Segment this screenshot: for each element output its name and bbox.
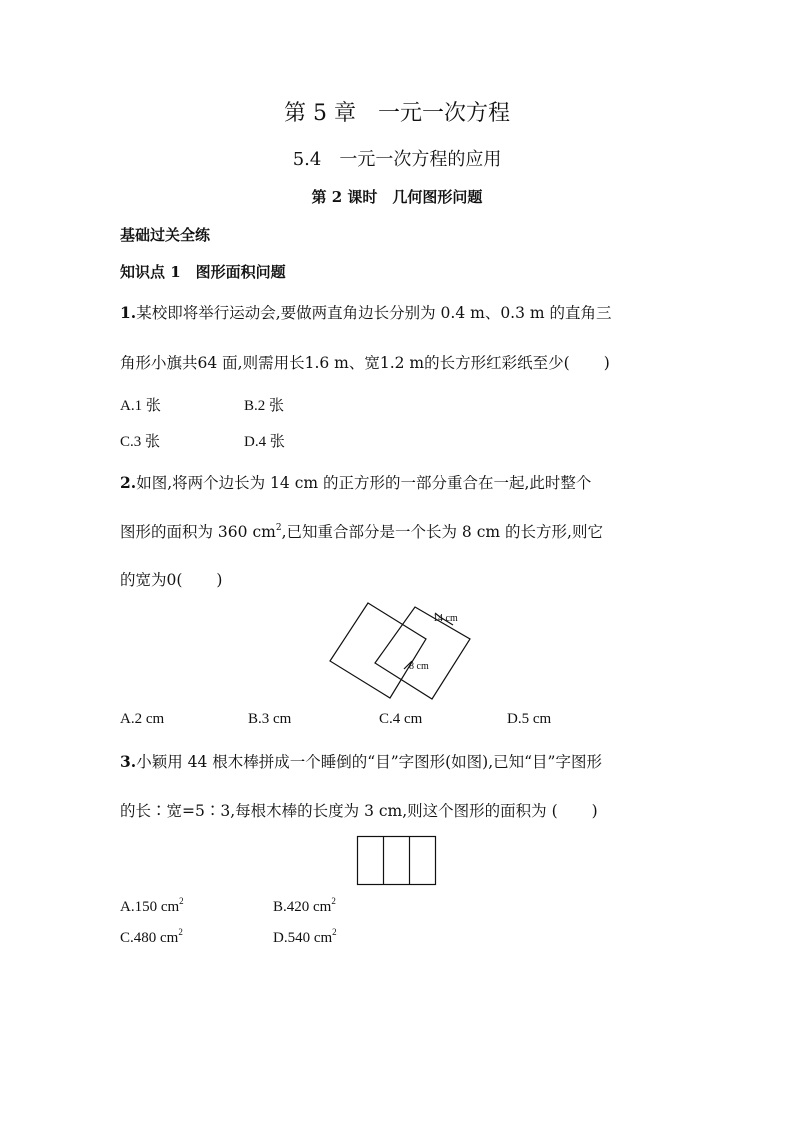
- chapter-title: 第 5 章 一元一次方程: [284, 101, 510, 126]
- q3-number: 3.: [120, 752, 137, 771]
- q1-text-line1: 某校即将举行运动会,要做两直角边长分别为 0.4 m、0.3 m 的直角三: [136, 304, 612, 322]
- q2-text-line1: 如图,将两个边长为 14 cm 的正方形的一部分重合在一起,此时整个: [136, 474, 592, 492]
- q2-superscript: 2: [275, 523, 282, 533]
- q1-option-d: D.4 张: [244, 434, 285, 450]
- q3-line1: [120, 750, 602, 772]
- q3-text-line2: 的长∶宽=5∶3,每根木棒的长度为 3 cm,则这个图形的面积为 (: [120, 802, 558, 820]
- mu-character-figure: [357, 836, 437, 886]
- q2-line3: [120, 568, 222, 590]
- q1-option-a: A.1 张: [120, 398, 161, 414]
- q3-option-b: B.420 $cm^2$: [273, 896, 336, 915]
- q2-line2: [120, 520, 603, 542]
- q3-text-line1: 小颖用 44 根木棒拼成一个睡倒的“目”字图形(如图),已知“目”字图形: [136, 753, 602, 771]
- q1-paren-close: ): [603, 354, 610, 372]
- lesson-title: 第 2 课时 几何图形问题: [311, 188, 483, 206]
- square-left: [330, 603, 426, 698]
- label-14cm: 14 cm: [433, 613, 458, 624]
- q3-line2: [120, 799, 598, 821]
- q2-paren-close: ): [216, 571, 223, 589]
- q2-option-a: A.2 cm: [120, 711, 165, 727]
- q1-number: 1.: [120, 303, 137, 322]
- q2-option-d: D.5 cm: [507, 711, 552, 727]
- q2-text-line2-pre: 图形的面积为 360 cm: [120, 523, 276, 541]
- knowledge-point-heading: 知识点 1 图形面积问题: [120, 263, 286, 281]
- label-8cm: 8 cm: [409, 661, 429, 672]
- q1-text-line2: 角形小旗共64 面,则需用长1.6 m、宽1.2 m的长方形红彩纸至少(: [120, 354, 570, 372]
- practice-heading: 基础过关全练: [120, 226, 211, 244]
- q1-option-c: C.3 张: [120, 434, 161, 450]
- q1-option-b: B.2 张: [244, 398, 285, 414]
- q2-option-c: C.4 cm: [379, 711, 423, 727]
- q3-option-c: C.480 $cm^2$: [120, 927, 183, 946]
- q2-line1: [120, 471, 591, 493]
- q2-number: 2.: [120, 473, 137, 492]
- q1-line1: [120, 301, 612, 323]
- section-title: 5.4 一元一次方程的应用: [292, 149, 502, 170]
- q3-paren-close: ): [591, 802, 598, 820]
- overlapping-squares-figure: [320, 595, 480, 705]
- q2-text-line2-post: ,已知重合部分是一个长为 8 cm 的长方形,则它: [281, 523, 603, 541]
- q3-option-d: D.540 $cm^2$: [273, 927, 337, 946]
- q1-line2: [120, 351, 610, 373]
- q3-option-a: A.150 $cm^2$: [120, 896, 184, 915]
- q2-text-line3: 的宽为0(: [120, 571, 183, 589]
- q2-option-b: B.3 cm: [248, 711, 292, 727]
